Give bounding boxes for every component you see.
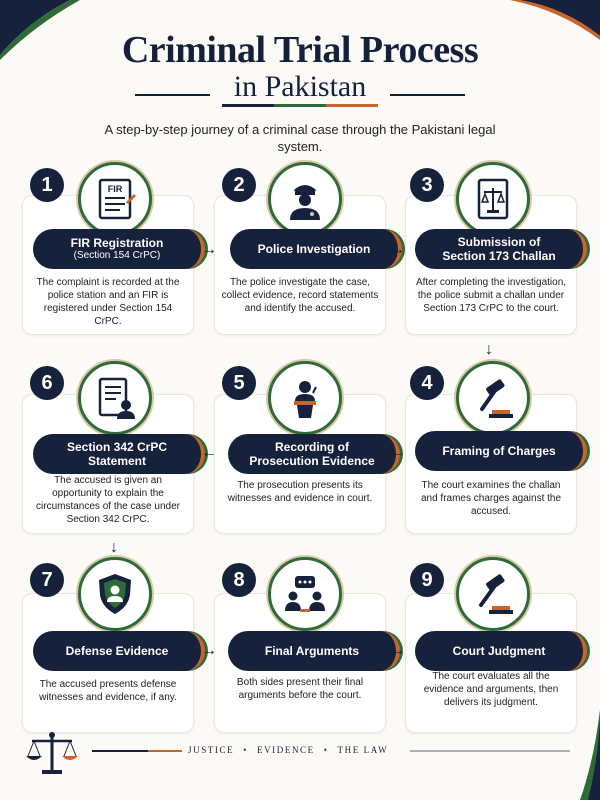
gavel-icon: [456, 361, 530, 435]
step-subtitle-6: Statement: [87, 454, 146, 468]
fir-document-icon: [78, 162, 152, 236]
police-officer-icon: [268, 162, 342, 236]
step-label-1: [33, 229, 205, 269]
footer-rule-right: [410, 750, 570, 752]
scales-of-justice-icon: [24, 730, 80, 776]
step-number-3: 3: [410, 168, 444, 202]
page-title-line2: in Pakistan: [233, 70, 367, 103]
step-subtitle-1: (Section 154 CrPC): [73, 250, 161, 261]
title-rule-left: [135, 94, 210, 96]
step-description-9: The court evaluates all the evidence and arguments, then delivers its judgment.: [423, 671, 559, 708]
footer-word-evidence: EVIDENCE: [256, 745, 315, 755]
footer-rule-left-accent: [148, 750, 182, 752]
step-number-9: 9: [410, 563, 444, 597]
flow-arrow-1-to-2: →: [201, 241, 217, 258]
flow-arrow-5-to-6: ←: [201, 444, 217, 461]
step-subtitle-5: Prosecution Evidence: [249, 454, 375, 468]
footer-separator: •: [323, 745, 329, 755]
svg-text:FIR: FIR: [107, 184, 123, 194]
step-number-1: 1: [30, 168, 64, 202]
page-title: Criminal Trial Process: [121, 29, 479, 71]
step-label-3: [415, 229, 587, 269]
step-number-6: 6: [30, 366, 64, 400]
step-label-7: [33, 631, 205, 671]
step-title-2: Police Investigation: [257, 242, 371, 256]
step-label-8: [228, 631, 400, 671]
step-number-5: 5: [222, 366, 256, 400]
step-label-2: [230, 229, 402, 269]
step-title-5: Recording of: [275, 440, 349, 454]
step-number-2: 2: [222, 168, 256, 202]
title-accent-bar: [222, 104, 378, 107]
step-label-5: [228, 434, 400, 474]
discussion-icon: [268, 557, 342, 631]
flow-arrow-2-to-3: →: [389, 241, 405, 258]
step-label-9: [415, 631, 587, 671]
step-label-6: [33, 434, 205, 474]
step-number-4: 4: [410, 366, 444, 400]
step-subtitle-3: Section 173 Challan: [442, 249, 556, 263]
footer-tagline: [188, 745, 388, 755]
footer-word-justice: JUSTICE: [188, 745, 235, 755]
step-label-4: [415, 431, 587, 471]
step-description-3: After completing the investigation, the police submit a challan under Section 173 CrPC to the court.: [415, 277, 567, 314]
step-title-9: Court Judgment: [452, 644, 546, 658]
page-subtitle: A step-by-step journey of a criminal case through the Pakistani legal system.: [104, 122, 496, 154]
step-title-6: Section 342 CrPC: [66, 440, 168, 454]
step-description-4: The court examines the challan and frames charges against the accused.: [420, 480, 562, 517]
witness-podium-icon: [268, 361, 342, 435]
step-title-7: Defense Evidence: [65, 644, 169, 658]
step-description-8: Both sides present their final arguments before the court.: [236, 677, 364, 701]
step-title-1: FIR Registration: [70, 236, 164, 250]
flow-arrow-3-to-4: ↓: [485, 341, 493, 358]
step-title-8: Final Arguments: [264, 644, 360, 658]
step-number-7: 7: [30, 563, 64, 597]
challan-scales-document-icon: [456, 162, 530, 236]
shield-person-icon: [78, 557, 152, 631]
flow-arrow-7-to-8: →: [201, 642, 217, 659]
judgment-gavel-icon: [456, 557, 530, 631]
title-rule-right: [390, 94, 465, 96]
flow-arrow-8-to-9: →: [389, 642, 405, 659]
statement-document-icon: [78, 361, 152, 435]
footer-word-the-law: THE LAW: [337, 745, 389, 755]
step-number-8: 8: [222, 563, 256, 597]
step-title-3: Submission of: [457, 235, 541, 249]
flow-arrow-6-to-7: ↓: [110, 539, 118, 556]
step-description-5: The prosecution presents its witnesses and evidence in court.: [227, 480, 373, 504]
footer-separator: •: [243, 745, 248, 755]
step-description-6: The accused is given an opportunity to explain the circumstances of the case under Section 342 CrPC.: [36, 475, 180, 525]
step-description-2: The police investigate the case, collect evidence, record statements and identify the accused.: [221, 277, 379, 314]
flow-arrow-4-to-5: ←: [389, 444, 405, 461]
step-description-7: The accused presents defense witnesses and evidence, if any.: [39, 679, 177, 703]
step-description-1: The complaint is recorded at the police station and an FIR is registered under Section 154 CrPC.: [36, 277, 180, 327]
step-title-4: Framing of Charges: [442, 444, 556, 458]
